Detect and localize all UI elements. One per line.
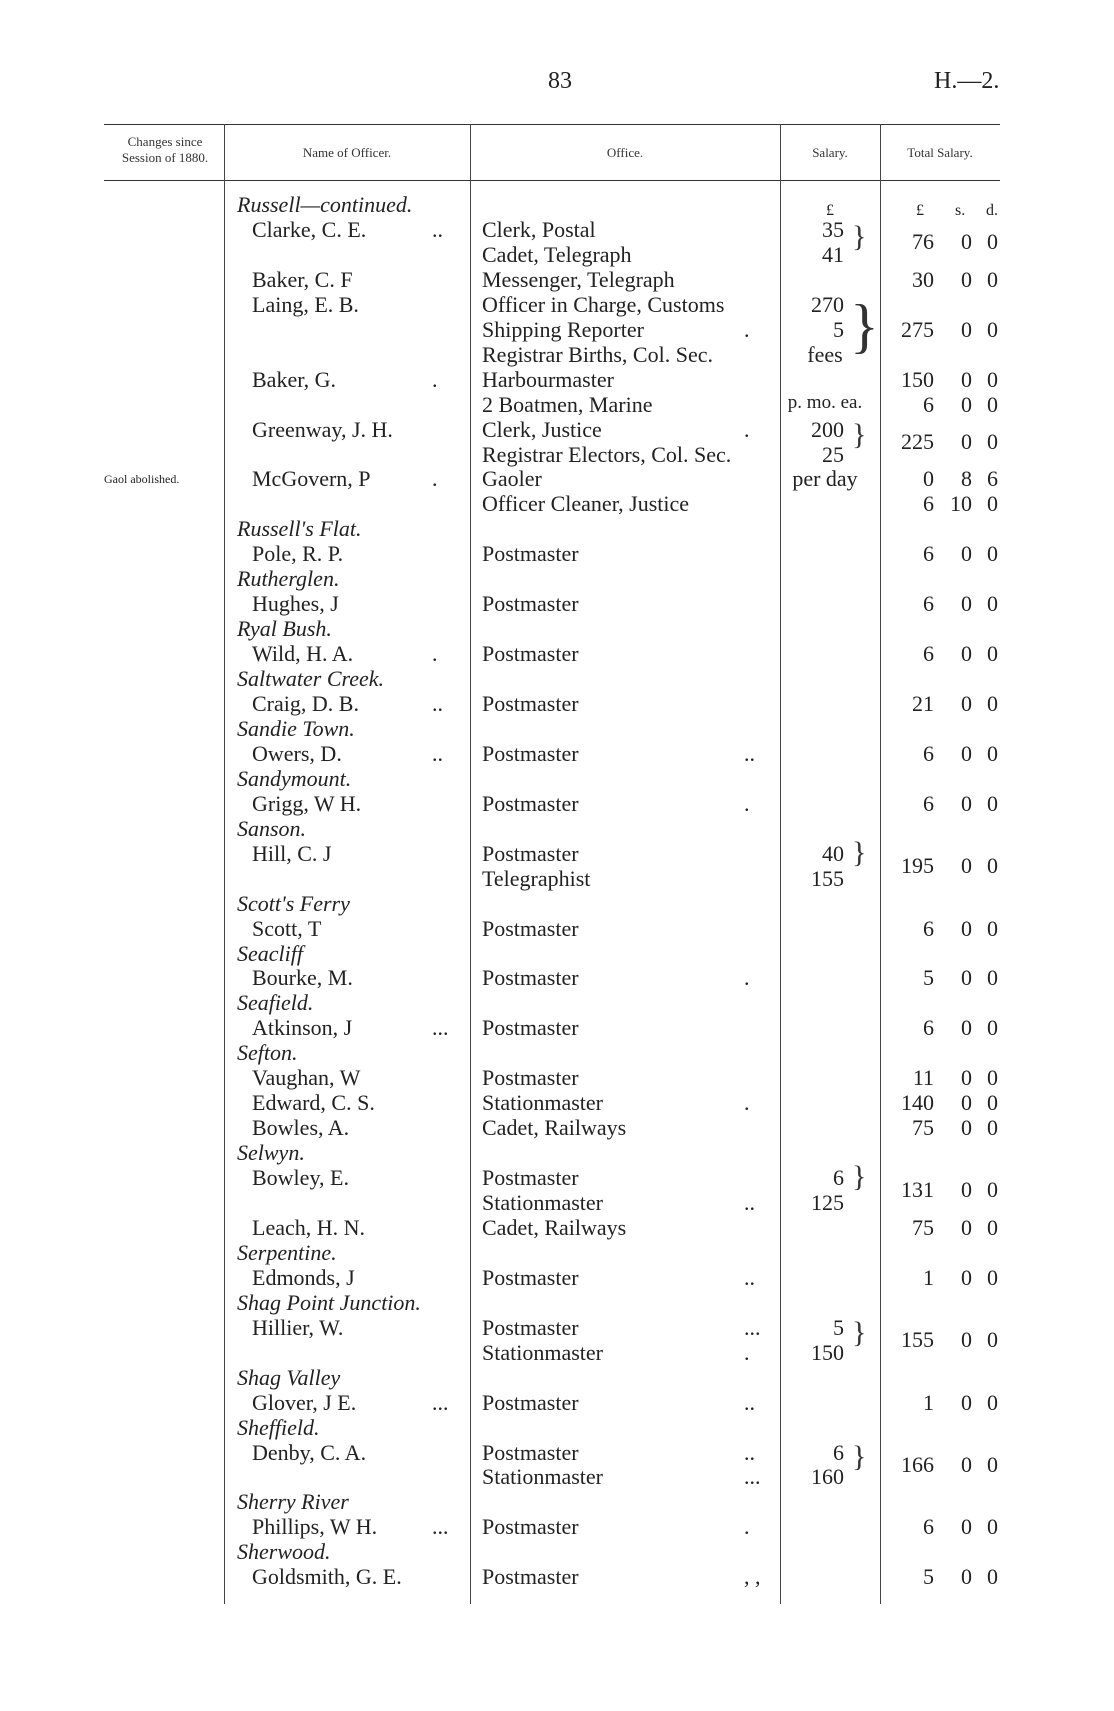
total-pounds: 1 [923,1390,934,1415]
total-pence: 0 [987,1015,998,1040]
total-shillings: 0 [961,1514,972,1539]
office-title: 2 Boatmen, Marine [482,392,653,417]
dot-leader: .. [744,741,755,766]
total-pence: 0 [987,916,998,941]
col-header-salary: Salary. [812,145,848,160]
place-heading: Seacliff [237,941,303,966]
salary-value: 5 [833,317,844,342]
office-title: Messenger, Telegraph [482,267,675,292]
total-shillings: 0 [961,591,972,616]
place-heading: Sanson. [237,816,307,841]
dot-leader: .. [432,691,443,716]
total-pounds: 6 [923,491,934,516]
total-pence: 0 [987,791,998,816]
salary-value: 6 [833,1165,844,1190]
total-pence: 0 [987,1215,998,1240]
col-header-changes: Changes since Session of 1880. [121,134,209,165]
total-shillings: 0 [961,1215,972,1240]
place-heading: Sherry River [237,1489,349,1514]
total-pounds: 11 [912,1065,934,1090]
dot-leader: ... [432,1390,449,1415]
col-header-office: Office. [606,145,644,160]
total-pounds: 225 [901,429,934,454]
place-heading: Ryal Bush. [237,616,332,641]
dot-leader: . [744,317,750,342]
total-shillings: 0 [961,1390,972,1415]
office-title: Registrar Births, Col. Sec. [482,342,713,367]
dot-leader: , , [744,1564,761,1589]
officer-name: Baker, G. [252,367,337,392]
salary-value: 25 [822,442,844,467]
office-title: Cadet, Railways [482,1115,627,1140]
officer-name: Edmonds, J [252,1265,355,1290]
officer-name: Laing, E. B. [252,292,359,317]
total-shillings: 0 [961,392,972,417]
salary-value: 160 [811,1464,844,1489]
total-pence: 0 [987,367,998,392]
total-pounds: 6 [923,541,934,566]
total-pounds: 6 [923,641,934,666]
office-title: Postmaster [482,691,579,716]
column-divider [780,124,781,1604]
total-pounds: 6 [923,392,934,417]
place-heading: Shag Valley [237,1365,341,1390]
brace-denby: } [852,1440,867,1473]
document-reference: H.—2. [934,68,1000,94]
salary-value: 125 [811,1190,844,1215]
officer-name: Baker, C. F [252,267,353,292]
page-number: 83 [548,68,572,94]
office-title: Officer in Charge, Customs [482,292,725,317]
total-pounds: 6 [923,741,934,766]
total-shillings: 0 [961,267,972,292]
total-pence: 0 [987,591,998,616]
total-shillings: 0 [961,1177,972,1202]
dot-leader: . [432,367,438,392]
office-title: Registrar Electors, Col. Sec. [482,442,732,467]
office-title: Postmaster [482,591,579,616]
total-pounds: 75 [912,1215,934,1240]
total-pence: 6 [987,466,998,491]
total-pence: 0 [987,541,998,566]
dot-leader: .. [744,1265,755,1290]
total-pence: 0 [987,691,998,716]
office-title: Stationmaster [482,1190,603,1215]
salary-value: 270 [811,292,844,317]
total-pence: 0 [987,317,998,342]
dot-leader: . [432,466,438,491]
salary-value: fees [807,342,843,367]
officer-name: Wild, H. A. [252,641,354,666]
officer-name: Grigg, W H. [252,791,362,816]
total-shillings: 0 [961,1452,972,1477]
officer-name: Bowley, E. [252,1165,349,1190]
dot-leader: . [744,791,750,816]
place-heading: Seafield. [237,990,314,1015]
office-title: Telegraphist [482,866,591,891]
brace-hillier: } [852,1316,867,1349]
office-title: Gaoler [482,466,542,491]
office-title: Postmaster [482,1265,579,1290]
office-title: Postmaster [482,916,579,941]
officer-name: Scott, T [252,916,322,941]
office-title: Postmaster [482,1514,579,1539]
total-pence: 0 [987,267,998,292]
total-shillings: 0 [961,1115,972,1140]
total-pence: 0 [987,491,998,516]
salary-value: 41 [822,242,844,267]
place-heading: Russell's Flat. [237,516,362,541]
officer-name: Vaughan, W [252,1065,361,1090]
total-pence: 0 [987,229,998,254]
salary-value: 40 [822,841,844,866]
total-pounds: 6 [923,1514,934,1539]
brace-hill: } [852,836,867,869]
office-title: Stationmaster [482,1464,603,1489]
dot-leader: ... [744,1464,761,1489]
officer-name: Clarke, C. E. [252,217,367,242]
total-shillings: 0 [961,1327,972,1352]
total-pence: 0 [987,1090,998,1115]
officer-name: Edward, C. S. [252,1090,375,1115]
office-title: Clerk, Postal [482,217,596,242]
total-shillings: 0 [961,1564,972,1589]
total-shillings: 0 [961,229,972,254]
total-pence: 0 [987,429,998,454]
dot-leader: . [744,1340,750,1365]
total-shillings: 0 [961,317,972,342]
total-pence: 0 [987,1390,998,1415]
dot-leader: . [744,1514,750,1539]
place-heading: Russell—continued. [237,192,413,217]
total-pounds: 150 [901,367,934,392]
dot-leader: .. [744,1440,755,1465]
total-unit-shillings: s. [955,202,966,219]
office-title: Postmaster [482,791,579,816]
total-pounds: 5 [923,965,934,990]
total-pounds: 21 [912,691,934,716]
office-title: Postmaster [482,841,579,866]
officer-name: McGovern, P [252,466,371,491]
salary-value: 200 [811,417,844,442]
office-title: Shipping Reporter [482,317,644,342]
total-pounds: 30 [912,267,934,292]
place-heading: Selwyn. [237,1140,305,1165]
office-title: Postmaster [482,1165,579,1190]
place-heading: Sheffield. [237,1415,320,1440]
column-divider [224,124,225,1604]
total-pounds: 1 [923,1265,934,1290]
total-shillings: 0 [961,641,972,666]
total-shillings: 0 [961,1265,972,1290]
salary-value: 155 [811,866,844,891]
total-pence: 0 [987,641,998,666]
dot-leader: .. [432,217,443,242]
total-shillings: 0 [961,691,972,716]
salary-value: p. mo. ea. [787,392,863,413]
office-title: Officer Cleaner, Justice [482,491,690,516]
total-shillings: 0 [961,429,972,454]
total-pence: 0 [987,1452,998,1477]
total-pence: 0 [987,1265,998,1290]
total-shillings: 0 [961,1065,972,1090]
officer-name: Bowles, A. [252,1115,350,1140]
table-header-rule [104,180,1000,181]
officer-name: Glover, J E. [252,1390,357,1415]
office-title: Postmaster [482,1440,579,1465]
changes-note: Gaol abolished. [104,472,180,486]
total-pounds: 6 [923,791,934,816]
total-pounds: 5 [923,1564,934,1589]
officer-name: Owers, D. [252,741,342,766]
total-shillings: 0 [961,541,972,566]
dot-leader: . [432,641,438,666]
total-pounds: 275 [901,317,934,342]
office-title: Postmaster [482,1390,579,1415]
dot-leader: .. [744,1390,755,1415]
total-pounds: 6 [923,1015,934,1040]
officer-name: Atkinson, J [252,1015,353,1040]
col-header-name: Name of Officer. [302,145,392,160]
brace-bowley: } [852,1160,867,1193]
total-shillings: 0 [961,741,972,766]
office-title: Cadet, Railways [482,1215,627,1240]
officer-name: Goldsmith, G. E. [252,1564,402,1589]
brace-laing: } [850,293,879,359]
total-shillings: 0 [961,916,972,941]
salary-value: 35 [822,217,844,242]
total-pounds: 195 [901,853,934,878]
total-pence: 0 [987,1177,998,1202]
total-unit-pound: £ [916,202,924,219]
place-heading: Sandymount. [237,766,352,791]
place-heading: Sefton. [237,1040,298,1065]
office-title: Postmaster [482,1315,579,1340]
officer-name: Hill, C. J [252,841,332,866]
dot-leader: .. [432,741,443,766]
place-heading: Rutherglen. [237,566,340,591]
salary-value: 150 [811,1340,844,1365]
office-title: Postmaster [482,965,579,990]
salary-value: per day [792,466,858,491]
total-unit-pence: d. [986,202,998,219]
dot-leader: .. [744,1190,755,1215]
office-title: Postmaster [482,641,579,666]
salary-value: 6 [833,1440,844,1465]
total-pounds: 166 [901,1452,934,1477]
place-heading: Sherwood. [237,1539,331,1564]
dot-leader: . [744,1090,750,1115]
table-top-rule [104,124,1000,125]
office-title: Cadet, Telegraph [482,242,632,267]
dot-leader: . [744,965,750,990]
office-title: Postmaster [482,1564,579,1589]
officer-name: Phillips, W H. [252,1514,378,1539]
total-pounds: 131 [901,1177,934,1202]
office-title: Postmaster [482,1015,579,1040]
office-title: Stationmaster [482,1090,603,1115]
total-pence: 0 [987,1564,998,1589]
officer-name: Leach, H. N. [252,1215,366,1240]
total-pence: 0 [987,741,998,766]
salary-unit-pound: £ [826,202,834,219]
office-title: Postmaster [482,741,579,766]
total-pounds: 6 [923,916,934,941]
total-pence: 0 [987,1514,998,1539]
total-shillings: 0 [961,853,972,878]
col-header-total: Total Salary. [907,145,973,160]
total-pence: 0 [987,1327,998,1352]
total-pounds: 0 [923,466,934,491]
total-shillings: 0 [961,1015,972,1040]
brace-greenway: } [852,418,867,451]
salary-value: 5 [833,1315,844,1340]
total-pence: 0 [987,392,998,417]
place-heading: Saltwater Creek. [237,666,385,691]
total-pounds: 155 [901,1327,934,1352]
total-pence: 0 [987,853,998,878]
total-shillings: 0 [961,367,972,392]
office-title: Postmaster [482,541,579,566]
total-pounds: 75 [912,1115,934,1140]
total-pence: 0 [987,965,998,990]
dot-leader: ... [744,1315,761,1340]
total-shillings: 0 [961,965,972,990]
dot-leader: ... [432,1514,449,1539]
total-pounds: 76 [912,229,934,254]
officer-name: Pole, R. P. [252,541,344,566]
place-heading: Sandie Town. [237,716,355,741]
office-title: Clerk, Justice [482,417,602,442]
officer-name: Hughes, J [252,591,339,616]
officer-name: Greenway, J. H. [252,417,393,442]
officer-name: Bourke, M. [252,965,353,990]
dot-leader: . [744,417,750,442]
office-title: Stationmaster [482,1340,603,1365]
place-heading: Shag Point Junction. [237,1290,421,1315]
total-shillings: 0 [961,1090,972,1115]
place-heading: Scott's Ferry [237,891,350,916]
officer-name: Denby, C. A. [252,1440,367,1465]
dot-leader: ... [432,1015,449,1040]
column-divider [470,124,471,1604]
officer-name: Craig, D. B. [252,691,359,716]
total-pence: 0 [987,1115,998,1140]
total-shillings: 8 [961,466,972,491]
place-heading: Serpentine. [237,1240,337,1265]
brace-clarke: } [852,220,867,253]
officer-name: Hillier, W. [252,1315,344,1340]
column-divider [880,124,881,1604]
total-pounds: 6 [923,591,934,616]
total-shillings: 0 [961,791,972,816]
total-pence: 0 [987,1065,998,1090]
total-shillings: 10 [950,491,972,516]
office-title: Harbourmaster [482,367,614,392]
office-title: Postmaster [482,1065,579,1090]
total-pounds: 140 [901,1090,934,1115]
